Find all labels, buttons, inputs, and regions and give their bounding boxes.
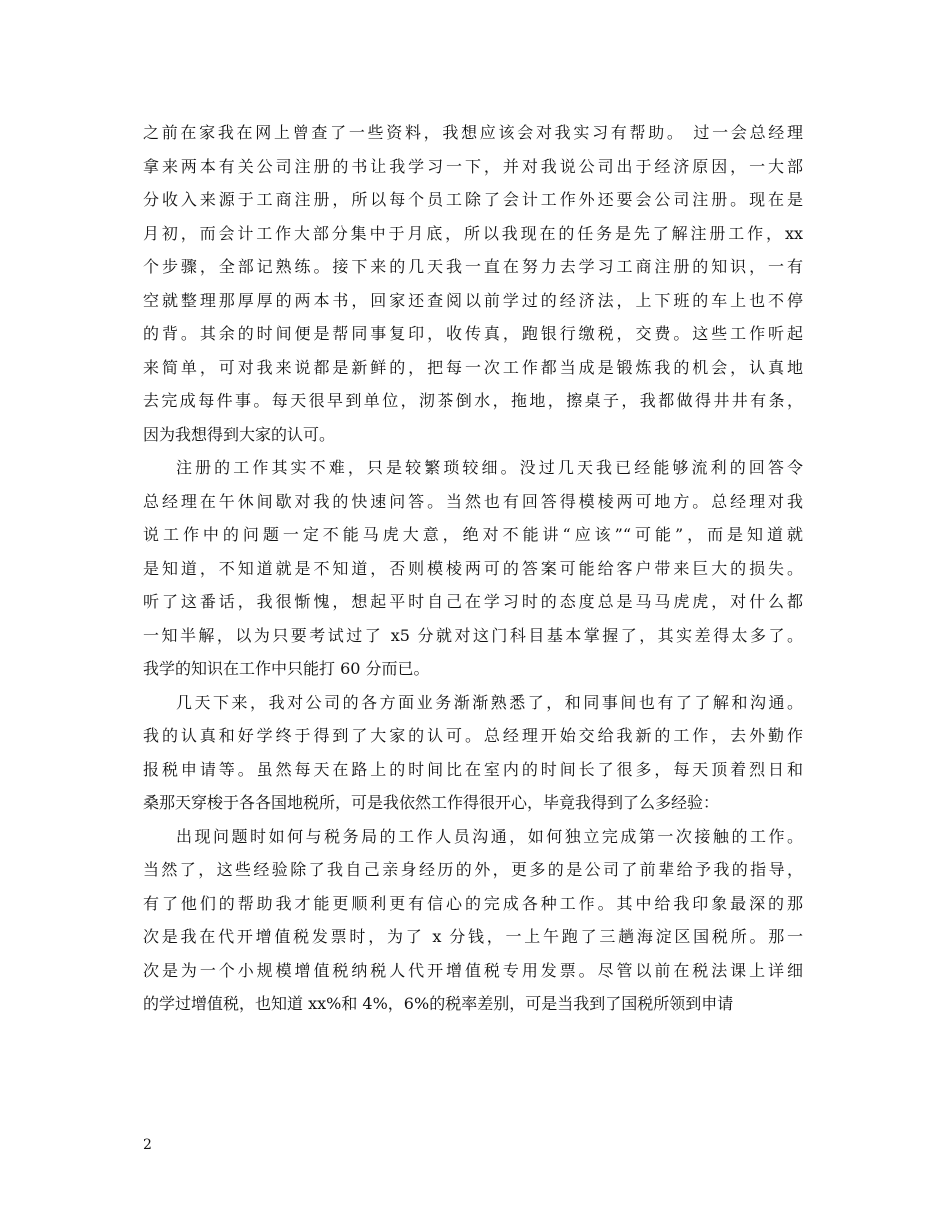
text-line: 来简单，可对我来说都是新鲜的，把每一次工作都当成是锻炼我的机会，认真地 <box>143 357 803 377</box>
text-line: 听了这番话，我很惭愧，想起平时自己在学习时的态度总是马马虎虎，对什么都 <box>143 592 803 611</box>
text-line: 的学过增值税，也知道 xx%和 4%，6%的税率差别，可是当我到了国税所领到申请 <box>143 994 734 1013</box>
text-line: 总经理在午休间歇对我的快速问答。当然也有回答得模棱两可地方。总经理对我 <box>143 491 803 511</box>
text-line: 几天下来，我对公司的各方面业务渐渐熟悉了，和同事间也有了了解和沟通。 <box>176 692 803 712</box>
body-text <box>143 116 803 1021</box>
text-line: 个步骤，全部记熟练。接下来的几天我一直在努力去学习工商注册的知识，一有 <box>143 257 803 276</box>
text-line: 月初，而会计工作大部分集中于月底，所以我现在的任务是先了解注册工作，xx <box>143 223 803 243</box>
text-line: 分收入来源于工商注册，所以每个员工除了会计工作外还要会公司注册。现在是 <box>143 190 803 209</box>
text-line: 桑那天穿梭于各各国地税所，可是我依然工作得很开心，毕竟我得到了么多经验： <box>143 793 720 812</box>
text-line: 注册的工作其实不难，只是较繁琐较细。没过几天我已经能够流利的回答令 <box>176 458 803 477</box>
text-line: 拿来两本有关公司注册的书让我学习一下，并对我说公司出于经济原因，一大部 <box>143 156 803 176</box>
text-line: 说工作中的问题一定不能马虎大意，绝对不能讲“应该”“可能”，而是知道就 <box>143 525 803 544</box>
paragraph-3 <box>143 686 803 820</box>
text-line: 的背。其余的时间便是帮同事复印，收传真，跑银行缴税，交费。这些工作听起 <box>143 324 803 343</box>
text-line: 报税申请等。虽然每天在路上的时间比在室内的时间长了很多，每天顶着烈日和 <box>143 759 803 779</box>
text-line: 我的认真和好学终于得到了大家的认可。总经理开始交给我新的工作，去外勤作 <box>143 726 803 745</box>
text-line: 次是为一个小规模增值税纳税人代开增值税专用发票。尽管以前在税法课上详细 <box>143 960 803 980</box>
text-line: 去完成每件事。每天很早到单位，沏茶倒水，拖地，擦桌子，我都做得井井有条， <box>143 391 803 410</box>
text-line: 因为我想得到大家的认可。 <box>143 424 336 444</box>
text-line: 次是我在代开增值税发票时，为了 x 分钱，一上午跑了三趟海淀区国税所。那一 <box>143 927 803 946</box>
paragraph-4 <box>143 820 803 1021</box>
text-line: 我学的知识在工作中只能打 60 分而已。 <box>143 659 430 678</box>
page-number: 2 <box>143 1137 152 1153</box>
text-line: 出现问题时如何与税务局的工作人员沟通，如何独立完成第一次接触的工作。 <box>176 826 803 846</box>
text-line: 空就整理那厚厚的两本书，回家还查阅以前学过的经济法，上下班的车上也不停 <box>143 290 803 310</box>
text-line: 有了他们的帮助我才能更顺利更有信心的完成各种工作。其中给我印象最深的那 <box>143 893 803 913</box>
text-line: 之前在家我在网上曾查了一些资料，我想应该会对我实习有帮助。 过一会总经理 <box>143 123 803 142</box>
text-line: 当然了，这些经验除了我自己亲身经历的外，更多的是公司了前辈给予我的指导， <box>143 860 803 879</box>
paragraph-1 <box>143 116 803 451</box>
paragraph-2 <box>143 451 803 686</box>
text-line: 是知道，不知道就是不知道，否则模棱两可的答案可能给客户带来巨大的损失。 <box>143 558 803 578</box>
text-line: 一知半解，以为只要考试过了 x5 分就对这门科目基本掌握了，其实差得太多了。 <box>143 625 803 645</box>
